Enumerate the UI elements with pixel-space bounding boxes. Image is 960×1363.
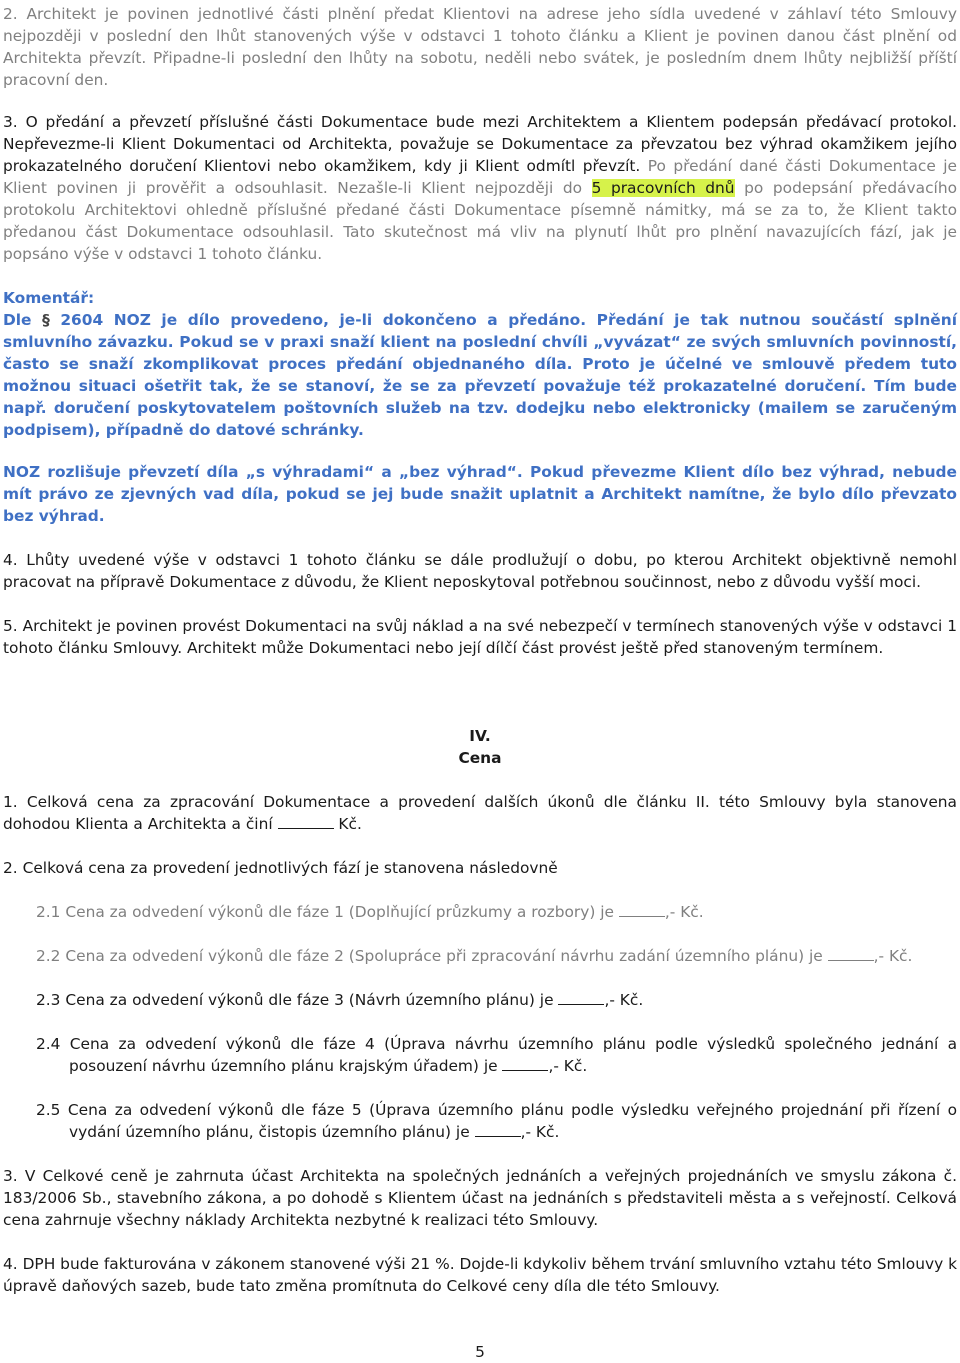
price-paragraph-1-tail: Kč. bbox=[333, 815, 362, 833]
phase-item-5-blank bbox=[475, 1121, 521, 1137]
phase-item-3-blank bbox=[558, 989, 604, 1005]
phase-item-1 bbox=[36, 901, 957, 923]
section-number: IV. bbox=[469, 727, 491, 745]
phase-item-1-text: Cena za odvedení výkonů dle fáze 1 (Doplňující průzkumy a rozbory) je bbox=[60, 903, 619, 921]
price-blank bbox=[278, 813, 334, 829]
paragraph-5: 5. Architekt je povinen provést Dokumentaci na svůj náklad a na své nebezpečí v termínech stanovených výše v odstavci 1 tohoto článku Smlouvy. Architekt může Dokumentaci nebo její dílčí část provést ještě před stanoveným termínem. bbox=[3, 617, 957, 657]
comment-p1-a: Dle bbox=[3, 311, 43, 329]
paragraph-3-text-a: 3. O předání a převzetí příslušné části Dokumentace bude mezi Architektem a Klientem podepsán předávací protokol. Nepřevezme-li Klient Dokumentaci od Architekta, považuje se Dokumentace za převzatou bez výhrad okamžikem jejího prokazatelného doručení Klientovi nebo okamžikem, kdy ji Klient odmítl převzít. bbox=[3, 113, 957, 175]
phase-item-1-num: 2.1 bbox=[36, 903, 61, 921]
phase-item-5 bbox=[36, 1099, 957, 1143]
paragraph-2-text-a: 2. Architekt je povinen jednotlivé části plnění předat Klientovi na adrese jeho sídla uvedené v záhlaví této Smlouvy nejpozději v poslední den lhůt stanovených výše v odstavci 1 tohoto článku a Klient je povinen danou část plnění od Architekta převzít. bbox=[3, 5, 957, 67]
phase-item-3-tail: ,- Kč. bbox=[604, 991, 644, 1009]
phase-item-2-tail: ,- Kč. bbox=[873, 947, 913, 965]
paragraph-3-text-b: Po předání dané části Dokumentace je Klient povinen ji prověřit a odsouhlasit. bbox=[3, 157, 957, 197]
phase-item-3 bbox=[36, 989, 957, 1011]
phase-item-2-text: Cena za odvedení výkonů dle fáze 2 (Spolupráce při zpracování návrhu zadání územního plánu) je bbox=[60, 947, 828, 965]
phase-item-1-tail: ,- Kč. bbox=[664, 903, 704, 921]
price-paragraph-4: 4. DPH bude fakturována v zákonem stanovené výši 21 %. Dojde-li kdykoliv během trvání smluvního vztahu této Smlouvy k úpravě daňových sazeb, bude tato změna promítnuta do Celkové ceny díla dle této Smlouvy. bbox=[3, 1255, 957, 1295]
comment-p2-a: NOZ rozlišuje převzetí díla „s výhradami“ a „bez výhrad“. bbox=[3, 463, 523, 481]
comment-p2-b: Pokud převezme Klient dílo bez výhrad, nebude mít právo ze zjevných vad díla, pokud se jej bude snažit uplatnit a Architekt namítne, že bylo dílo převzato bez výhrad. bbox=[3, 463, 958, 525]
phase-item-5-text: Cena za odvedení výkonů dle fáze 5 (Úprava územního plánu podle výsledku veřejného projednání při řízení o vydání územního plánu, čistopis územního plánu) je bbox=[60, 1101, 957, 1141]
highlighted-deadline: 5 pracovních dnů bbox=[591, 179, 735, 197]
comment-paragraph-2 bbox=[3, 461, 957, 527]
phase-item-4-num: 2.4 bbox=[36, 1035, 61, 1053]
paragraph-2 bbox=[3, 3, 957, 91]
phase-item-2-blank bbox=[828, 945, 874, 961]
paragraph-4: 4. Lhůty uvedené výše v odstavci 1 tohoto článku se dále prodlužují o dobu, po kterou Architekt objektivně nemohl pracovat na přípravě Dokumentace z důvodu, že Klient neposkytoval potřebnou součinnost, nebo z důvodu vyšší moci. bbox=[3, 551, 957, 591]
price-paragraph-1 bbox=[3, 791, 957, 835]
page-number: 5 bbox=[475, 1343, 485, 1361]
section-title: Cena bbox=[458, 749, 502, 767]
comment-p1-c: 2604 NOZ je dílo provedeno, je-li dokončeno a předáno. bbox=[49, 311, 587, 329]
price-paragraph-2: 2. Celková cena za provedení jednotlivých fází je stanovena následovně bbox=[3, 859, 558, 877]
paragraph-3-text-e: Tato skutečnost má vliv na plynutí lhůt pro plnění navazujících fází, jak je popsáno výše v odstavci 1 tohoto článku. bbox=[3, 223, 958, 263]
comment-paragraph-1 bbox=[3, 309, 957, 441]
comment-label: Komentář: bbox=[3, 289, 95, 307]
price-paragraph-3: 3. V Celkové ceně je zahrnuta účast Architekta na společných jednáních a veřejných projednáních ve smyslu zákona č. 183/2006 Sb., stavebního zákona, a po dohodě s Klientem účast na jednáních s představiteli města a s veřejností. Celková cena zahrnuje všechny náklady Architekta nezbytné k realizaci této Smlouvy. bbox=[3, 1167, 957, 1229]
phase-item-5-tail: ,- Kč. bbox=[520, 1123, 560, 1141]
phase-item-4-blank bbox=[502, 1055, 548, 1071]
phase-item-3-text: Cena za odvedení výkonů dle fáze 3 (Návrh územního plánu) je bbox=[60, 991, 559, 1009]
paragraph-3-text-c: Nezašle-li Klient nejpozději do bbox=[327, 179, 592, 197]
price-paragraph-1-text: 1. Celková cena za zpracování Dokumentace a provedení dalších úkonů dle článku II. této Smlouvy byla stanovena dohodou Klienta a Architekta a činí bbox=[3, 793, 957, 833]
phase-item-2-num: 2.2 bbox=[36, 947, 61, 965]
paragraph-3-text-d: po podepsání předávacího protokolu Architektovi ohledně příslušné předané části Dokumentace písemně námitky, má se za to, že Klient takto předanou část Dokumentace odsouhlasil. bbox=[3, 179, 958, 241]
phase-item-3-num: 2.3 bbox=[36, 991, 61, 1009]
section-sign: § bbox=[42, 311, 50, 329]
comment-p1-d: Předání je tak nutnou součástí splnění smluvního závazku. Pokud se v praxi snaží klient na poslední chvíli „vyvázat“ ze svých smluvních povinností, často se snaží zkomplikovat proces předání objednaného díla. Proto je účelné ve smlouvě předem tuto možnou situaci ošetřit tak, že se stanoví, že se za převzetí považuje též prokazatelné doručení. Tím bude např. doručení poskytovatelem poštovních služeb na tzv. dodejku nebo elektronicky (mailem se zaručeným podpisem), případně do datové schránky. bbox=[3, 311, 957, 439]
phase-item-2 bbox=[36, 945, 957, 967]
phase-item-4 bbox=[36, 1033, 957, 1077]
phase-item-1-blank bbox=[619, 901, 665, 917]
paragraph-3 bbox=[3, 111, 957, 265]
phase-item-4-text: Cena za odvedení výkonů dle fáze 4 (Úprava návrhu územního plánu podle výsledků společného jednání a posouzení návrhu územního plánu krajským úřadem) je bbox=[60, 1035, 957, 1075]
phase-item-5-num: 2.5 bbox=[36, 1101, 61, 1119]
paragraph-2-text-b: Připadne-li poslední den lhůty na sobotu, neděli nebo svátek, je posledním dnem lhůty nejbližší příští pracovní den. bbox=[3, 49, 957, 89]
phase-item-4-tail: ,- Kč. bbox=[548, 1057, 588, 1075]
